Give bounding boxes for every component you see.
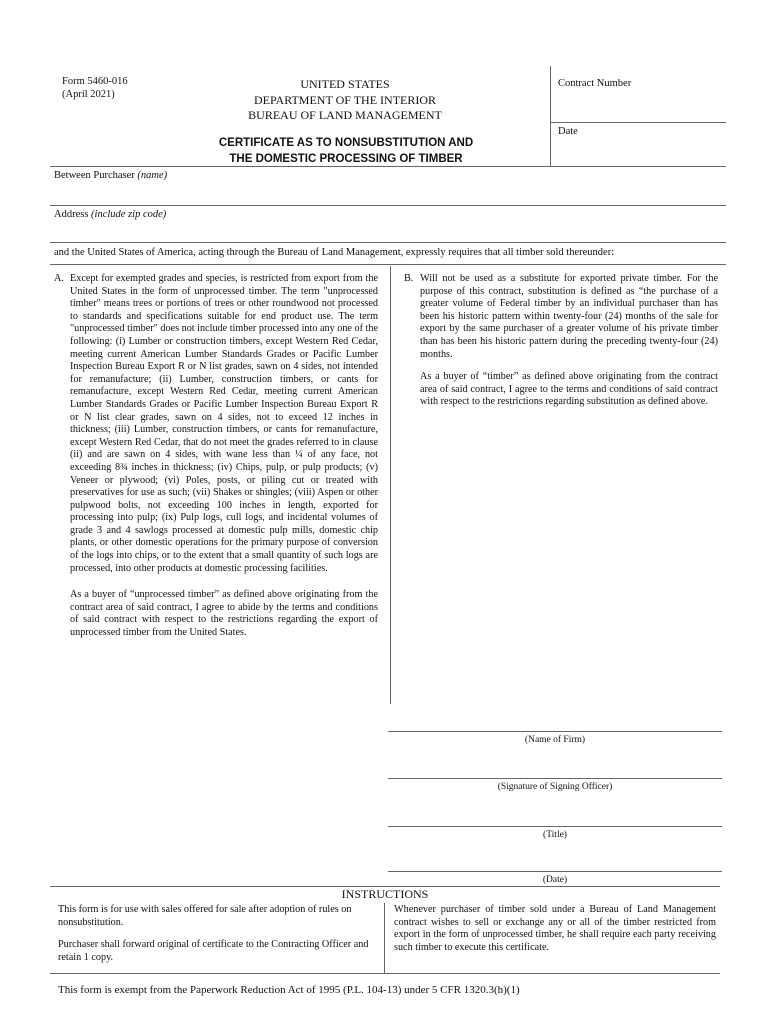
purchaser-hint: (name) — [137, 170, 168, 181]
date-label: Date — [558, 126, 578, 137]
section-b-agreement: As a buyer of “timber” as defined above originating from the contract area of said contract, I agree to the terms and conditions of said contract with respect to the restrictions regarding substitution as defined above. — [420, 371, 718, 408]
address-field[interactable] — [54, 209, 166, 222]
firm-line[interactable] — [388, 731, 722, 732]
purchaser-label: Between Purchaser — [54, 170, 135, 181]
title-caption: (Title) — [543, 830, 567, 840]
section-a-agreement: As a buyer of “unprocessed timber” as defined above originating from the contract area of said contract, I agree to abide by the terms and conditions of said contract with respect to the restrictions regarding the export of unprocessed timber from the United States. — [70, 589, 378, 639]
footer-note: This form is exempt from the Paperwork Reduction Act of 1995 (P.L. 104-13) under 5 CFR 1320.3(h)(1) — [58, 984, 520, 996]
section-a-marker: A. — [54, 273, 64, 284]
agency-line2: DEPARTMENT OF THE INTERIOR — [253, 92, 437, 107]
officer-caption: (Signature of Signing Officer) — [497, 782, 613, 792]
intro-text: and the United States of America, acting through the Bureau of Land Management, expressly requires that all timber sold thereunder: — [54, 247, 615, 258]
form-number: Form 5460-016 — [62, 76, 128, 87]
firm-caption: (Name of Firm) — [524, 735, 586, 745]
section-b-text: Will not be used as a substitute for exported private timber. For the purpose of this contract, substitution is defined as “the purchase of a greater volume of Federal timber by an individual purchaser than has been his historic pattern within twenty-four (24) months of the sale for export by the same purchaser of a greater volume of his private timber than has been his historic pattern during the preceding twenty-four (24) months. — [420, 273, 718, 360]
agency-line3: BUREAU OF LAND MANAGEMENT — [248, 108, 442, 122]
agency-block — [220, 77, 470, 124]
intro-rule — [50, 264, 726, 265]
header-bottom-rule — [50, 166, 726, 167]
header-box-divider — [550, 66, 551, 166]
instructions-left-2: Purchaser shall forward original of certificate to the Contracting Officer and retain 1 copy. — [58, 939, 369, 963]
address-hint: (include zip code) — [91, 209, 167, 220]
agency-line1: UNITED STATES — [300, 77, 390, 91]
address-line — [50, 242, 726, 243]
title-line[interactable] — [388, 826, 722, 827]
date-line[interactable] — [388, 871, 722, 872]
title-line1: CERTIFICATE AS TO NONSUBSTITUTION AND — [218, 137, 474, 149]
section-a-text: Except for exempted grades and species, is restricted from export from the United States in the form of unprocessed timber. The term "unprocessed timber" means trees or portions of trees or other roundwood not processed to standards and specifications suitable for end product use. The term "unprocessed timber" does not include timber processed into any one of the following: (i) Lumber or construction timbers, except Western Red Cedar, meeting current American Lumber Standards Grades or Pacific Lumber Inspection Bureau Export R or N list grades, sawn on 4 sides, not intended for remanufacture; (ii) Lumber, construction timbers, or cants for remanufacture, except Western Red Cedar, meeting current American Lumber Standards Grades or Pacific Lumber Inspection Bureau Export R or N list clear grades, sawn on 4 sides, not to exceed 12 inches in thickness; (iii) Lumber, construction timbers, or cants for remanufacture, except Western Red Cedar, that do not meet the grades referred to in clause (ii) and are sawn on 4 sides, with wane less than ¼ of any face, not exceeding 8¾ inches in thickness; (iv) Chips, pulp, or pulp products; (v) Veneer or plywood; (vi) Poles, posts, or piling cut or treated with preservatives for use as such; (vii) Shakes or shingles; (viii) Aspen or other pulpwood bolts, not exceeding 100 inches in length, exported for processing into pulp; (ix) Pulp logs, cull logs, and incidental volumes of grade 3 and 4 sawlogs processed at domestic pulp mills, domestic chip plants, or other domestic operations for the primary purpose of conversion of the logs into chips, or to the extent that a small quantity of such logs are processed, into other products at domestic processing facilities. — [70, 273, 378, 574]
section-a — [54, 273, 378, 650]
instructions-bottom-rule — [50, 973, 720, 974]
date-caption: (Date) — [542, 875, 568, 885]
instructions-right: Whenever purchaser of timber sold under a Bureau of Land Management contract wishes to sell or exchange any or all of the timber restricted from export in the form of unprocessed timber, he shall require each party receiving such timber to execute this certificate. — [394, 904, 716, 953]
instructions-divider — [384, 903, 385, 973]
officer-line[interactable] — [388, 778, 722, 779]
purchaser-line — [50, 205, 726, 206]
contract-number-label: Contract Number — [558, 78, 632, 89]
contract-number-line — [550, 122, 726, 123]
column-divider — [390, 266, 391, 704]
section-b — [404, 273, 718, 419]
instructions-left-1: This form is for use with sales offered for sale after adoption of rules on nonsubstitution. — [58, 904, 352, 928]
address-label: Address — [54, 209, 89, 220]
instructions-left — [58, 904, 378, 964]
form-date: (April 2021) — [62, 88, 115, 100]
title-line2: THE DOMESTIC PROCESSING OF TIMBER — [229, 153, 463, 165]
page-title — [150, 135, 542, 167]
purchaser-field[interactable] — [54, 170, 167, 183]
instructions-heading: INSTRUCTIONS — [341, 887, 429, 901]
section-b-marker: B. — [404, 273, 414, 284]
form-number-block — [62, 76, 128, 101]
